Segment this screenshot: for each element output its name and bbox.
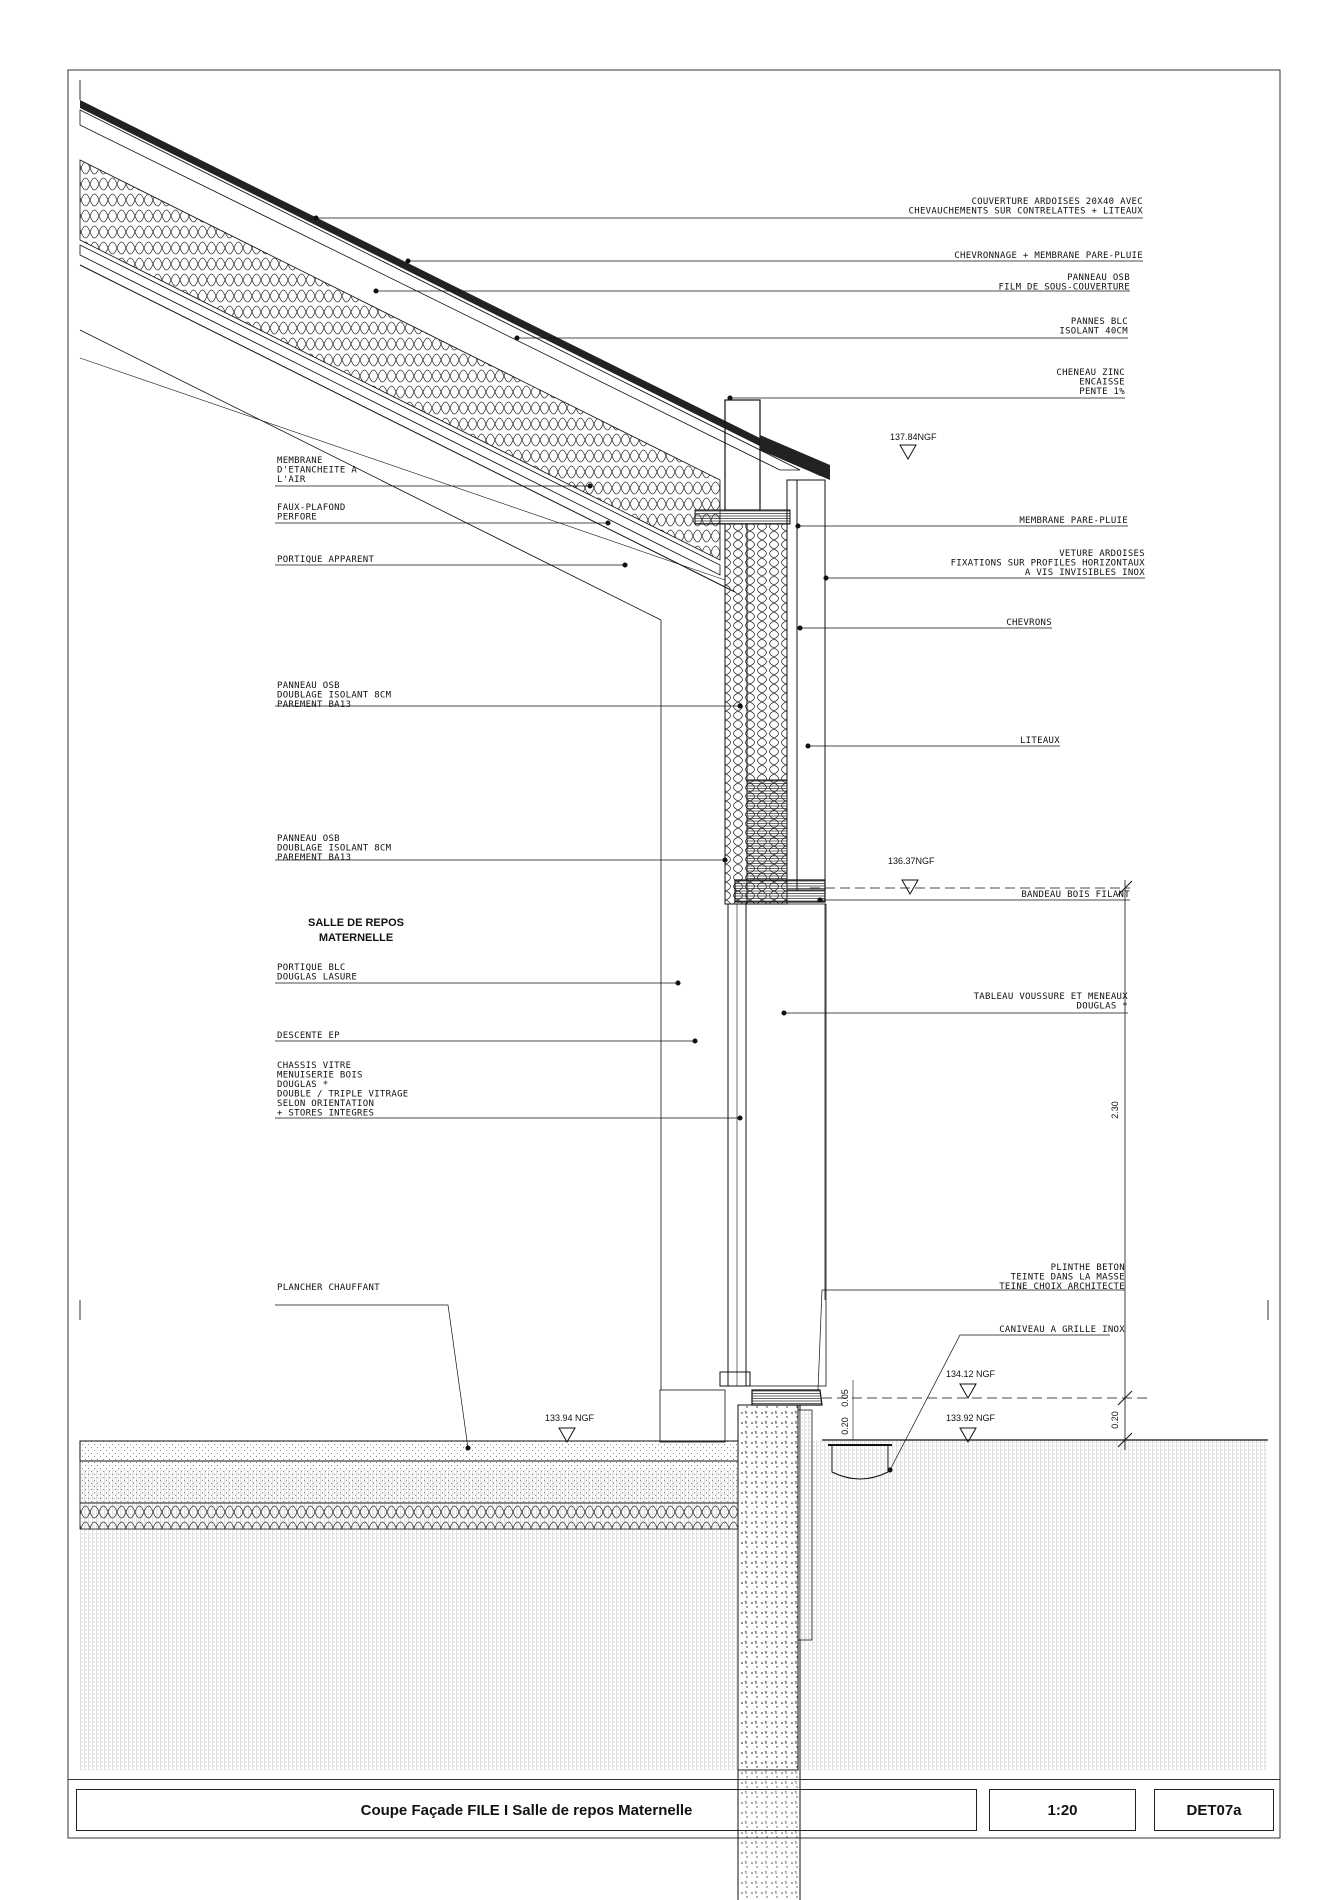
annotation-portique-blc-line2: DOUGLAS LASURE — [277, 972, 358, 983]
annotation-veture-line1: VETURE ARDOISES — [1059, 549, 1145, 559]
annotation-pannes-line2: ISOLANT 40CM — [1059, 326, 1128, 337]
drawing-title: Coupe Façade FILE I Salle de repos Maternelle — [360, 1801, 693, 1819]
annotation-chevrons-line1: CHEVRONS — [1006, 618, 1052, 628]
annotation-membrane-etancheite-line2: D'ETANCHEITE A — [277, 465, 358, 476]
annotations-right — [909, 197, 1146, 1335]
annotation-panneau-osb-2-line2: DOUBLAGE ISOLANT 8CM — [277, 843, 392, 854]
annotation-membrane-pare-pluie-line1: MEMBRANE PARE-PLUIE — [1019, 516, 1128, 526]
annotation-pannes-line1: PANNES BLC — [1070, 317, 1128, 327]
annotation-panneau-osb-film-line1: PANNEAU OSB — [1067, 273, 1130, 283]
annotation-portique-apparent-line1: PORTIQUE APPARENT — [277, 555, 375, 565]
annotations-left — [277, 456, 409, 1293]
plinth — [752, 1390, 822, 1405]
heated-floor — [80, 1441, 738, 1461]
annotation-panneau-osb-1-line2: DOUBLAGE ISOLANT 8CM — [277, 690, 392, 701]
annotation-chevronnage-line1: CHEVRONNAGE + MEMBRANE PARE-PLUIE — [954, 251, 1143, 261]
level-marker-13394 — [559, 1428, 575, 1442]
annotation-veture-line3: A VIS INVISIBLES INOX — [1024, 568, 1145, 578]
foundation-insulation — [798, 1410, 812, 1640]
annotation-cheneau-line3: PENTE 1% — [1079, 387, 1125, 397]
annotation-caniveau-line1: CANIVEAU A GRILLE INOX — [999, 1325, 1125, 1335]
roof-slope — [80, 100, 820, 1390]
annotation-plinthe-line2: TEINTE DANS LA MASSE — [1010, 1272, 1125, 1283]
level-text-13394: 133.94 NGF — [545, 1413, 595, 1423]
annotation-cheneau-line1: CHENEAU ZINC — [1056, 368, 1125, 378]
annotation-descente-ep-line1: DESCENTE EP — [277, 1031, 340, 1041]
annotation-tableau-line1: TABLEAU VOUSSURE ET MENEAUX — [973, 992, 1128, 1002]
title-block-divider — [68, 1779, 1280, 1780]
slate-cladding — [797, 480, 825, 890]
annotation-chassis-line1: CHASSIS VITRE — [277, 1061, 352, 1071]
annotation-panneau-osb-1-line3: PAREMENT BA13 — [277, 700, 352, 710]
annotation-couverture-line1: COUVERTURE ARDOISES 20X40 AVEC — [971, 197, 1143, 207]
title-block-code — [1154, 1789, 1274, 1831]
annotation-tableau-line2: DOUGLAS * — [1076, 1001, 1128, 1012]
room-label-line1: SALLE DE REPOS — [308, 917, 404, 929]
annotation-chassis-line5: SELON ORIENTATION — [277, 1099, 375, 1109]
level-text-13784: 137.84NGF — [890, 432, 937, 442]
annotation-faux-plafond-line1: FAUX-PLAFOND — [277, 503, 346, 513]
annotation-plinthe-line3: TEINE CHOIX ARCHITECTE — [999, 1282, 1125, 1292]
slab — [80, 1461, 738, 1503]
annotation-chassis-line4: DOUBLE / TRIPLE VITRAGE — [277, 1089, 409, 1100]
lintel — [747, 780, 787, 880]
annotation-membrane-etancheite-line1: MEMBRANE — [277, 456, 323, 466]
annotation-chassis-line6: + STORES INTEGRES — [277, 1108, 375, 1119]
wood-band — [735, 880, 825, 902]
annotation-panneau-osb-2-line3: PAREMENT BA13 — [277, 853, 352, 863]
annotation-faux-plafond-line2: PERFORE — [277, 512, 318, 523]
annotation-panneau-osb-film-line2: FILM DE SOUS-COUVERTURE — [998, 282, 1130, 293]
level-marker-13412 — [960, 1384, 976, 1398]
level-marker-13637 — [902, 880, 918, 894]
annotation-liteaux-line1: LITEAUX — [1019, 736, 1060, 746]
soil-exterior — [800, 1440, 1268, 1770]
dim-sill-b: 0.05 — [840, 1389, 850, 1407]
annotation-bandeau-line1: BANDEAU BOIS FILANT — [1021, 890, 1130, 900]
level-marker-13784 — [900, 445, 916, 459]
annotation-plinthe-line1: PLINTHE BETON — [1050, 1263, 1125, 1273]
level-text-13637: 136.37NGF — [888, 856, 935, 866]
room-label-line2: MATERNELLE — [318, 932, 394, 944]
zinc-gutter — [725, 400, 760, 510]
drawing-code: DET07a — [1186, 1801, 1242, 1819]
annotation-panneau-osb-1-line1: PANNEAU OSB — [277, 681, 340, 691]
dim-plinth-height: 0.20 — [1110, 1411, 1120, 1429]
gutter-beam — [695, 510, 790, 524]
floor-insulation — [80, 1503, 738, 1529]
level-text-13412: 134.12 NGF — [946, 1369, 996, 1379]
annotation-chassis-line3: DOUGLAS * — [277, 1080, 329, 1090]
dim-sill-a: 0.20 — [840, 1417, 850, 1435]
foundation — [738, 1405, 798, 1770]
annotation-portique-blc-line1: PORTIQUE BLC — [277, 963, 346, 973]
level-text-13392: 133.92 NGF — [946, 1413, 996, 1423]
annotation-couverture-line2: CHEVAUCHEMENTS SUR CONTRELATTES + LITEAUX — [908, 206, 1143, 217]
annotation-veture-line2: FIXATIONS SUR PROFILES HORIZONTAUX — [950, 558, 1145, 569]
title-block-scale — [989, 1789, 1136, 1831]
window-reveal — [746, 904, 826, 1386]
wall-doubling — [725, 524, 747, 904]
annotation-chassis-line2: MENUISERIE BOIS — [277, 1070, 363, 1081]
annotation-cheneau-line2: ENCAISSE — [1079, 377, 1125, 388]
dim-window-height: 2.30 — [1110, 1101, 1120, 1119]
annotation-plancher-line1: PLANCHER CHAUFFANT — [277, 1283, 380, 1293]
title-block-title — [76, 1789, 977, 1831]
annotation-panneau-osb-2-line1: PANNEAU OSB — [277, 834, 340, 844]
drawing-scale: 1:20 — [1047, 1801, 1078, 1819]
annotation-membrane-etancheite-line3: L'AIR — [277, 475, 306, 485]
